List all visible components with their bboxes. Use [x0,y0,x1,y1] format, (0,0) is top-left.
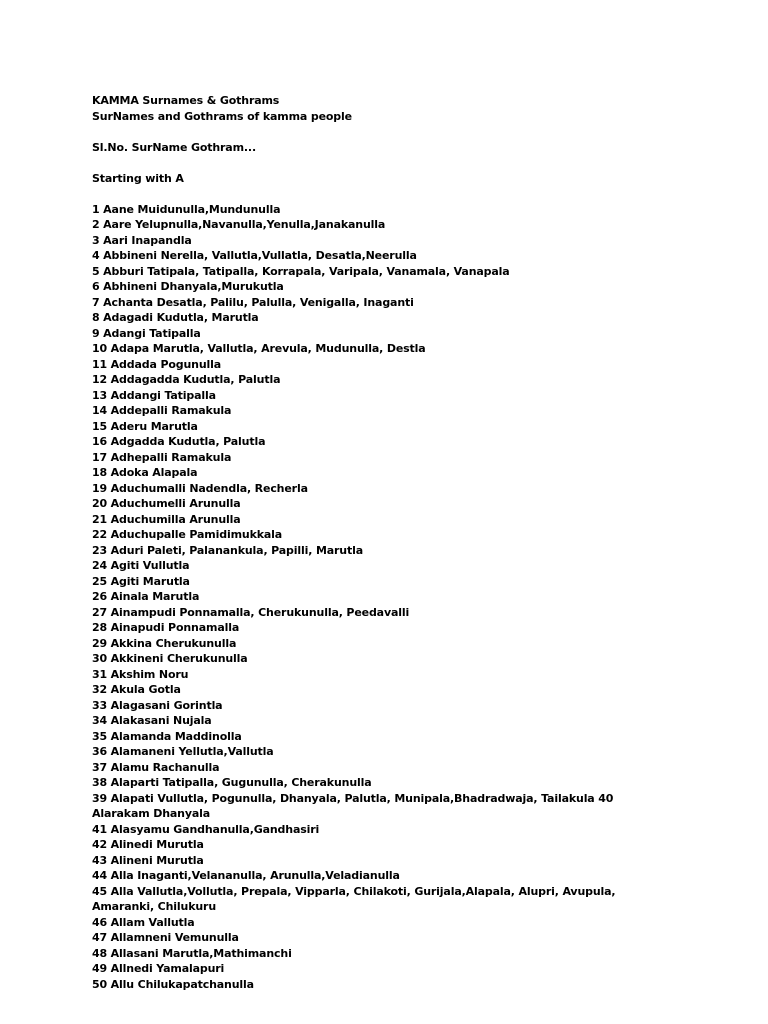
list-item: 50 Allu Chilukapatchanulla [92,977,254,991]
list-item: 31 Akshim Noru [92,667,189,681]
column-headings: Sl.No. SurName Gothram... [92,140,256,154]
list-item: 13 Addangi Tatipalla [92,388,216,402]
list-item: 35 Alamanda Maddinolla [92,729,242,743]
list-item: 5 Abburi Tatipala, Tatipalla, Korrapala, Varipala, Vanamala, Vanapala [92,264,510,278]
list-item: 37 Alamu Rachanulla [92,760,220,774]
list-item: 43 Alineni Murutla [92,853,204,867]
list-item: 20 Aduchumelli Arunulla [92,497,241,510]
section-heading: Starting with A [92,171,184,185]
list-item: 3 Aari Inapandla [92,233,192,247]
list-item: 30 Akkineni Cherukunulla [92,652,248,665]
list-item: 27 Ainampudi Ponnamalla, Cherukunulla, Peedavalli [92,605,410,619]
document-page [92,93,652,992]
list-item: 6 Abhineni Dhanyala,Murukutla [92,280,284,293]
document-subtitle: SurNames and Gothrams of kamma people [92,109,352,123]
list-item: 23 Aduri Paleti, Palanankula, Papilli, Marutla [92,543,363,557]
list-item: 24 Agiti Vullutla [92,559,190,572]
list-item: 21 Aduchumilla Arunulla [92,512,241,526]
list-item: 28 Ainapudi Ponnamalla [92,621,240,634]
list-item: 36 Alamaneni Yellutla,Vallutla [92,745,274,758]
list-item: 48 Allasani Marutla,Mathimanchi [92,946,292,960]
list-item: 34 Alakasani Nujala [92,714,212,727]
list-item: 9 Adangi Tatipalla [92,326,201,340]
list-item: 8 Adagadi Kudutla, Marutla [92,311,259,324]
list-item: 12 Addagadda Kudutla, Palutla [92,373,281,386]
list-item: 33 Alagasani Gorintla [92,698,223,712]
list-item: 15 Aderu Marutla [92,419,198,433]
list-item: 41 Alasyamu Gandhanulla,Gandhasiri [92,822,320,836]
list-item: 14 Addepalli Ramakula [92,404,232,417]
surname-list [92,202,652,993]
spacer [92,124,652,140]
list-item: 10 Adapa Marutla, Vallutla, Arevula, Mudunulla, Destla [92,342,426,355]
list-item: 1 Aane Muidunulla,Mundunulla [92,202,281,216]
list-item: 42 Alinedi Murutla [92,838,204,851]
list-item: 44 Alla Inaganti,Velananulla, Arunulla,Veladianulla [92,869,400,882]
spacer [92,186,652,202]
list-item: 18 Adoka Alapala [92,466,198,479]
list-item: 4 Abbineni Nerella, Vallutla,Vullatla, Desatla,Neerulla [92,249,417,262]
list-item: 19 Aduchumalli Nadendla, Recherla [92,481,308,495]
list-item: 2 Aare Yelupnulla,Navanulla,Yenulla,Janakanulla [92,218,386,231]
list-item: 38 Alaparti Tatipalla, Gugunulla, Cherakunulla [92,776,372,789]
list-item: 46 Allam Vallutla [92,915,195,929]
list-item: 26 Ainala Marutla [92,590,200,603]
list-item: 7 Achanta Desatla, Palilu, Palulla, Venigalla, Inaganti [92,295,414,309]
list-item: 11 Addada Pogunulla [92,357,222,371]
list-item: 25 Agiti Marutla [92,574,190,588]
list-item: 39 Alapati Vullutla, Pogunulla, Dhanyala, Palutla, Munipala,Bhadradwaja, Tailakula 40 Alarakam Dhanyala [92,791,614,820]
list-item: 22 Aduchupalle Pamidimukkala [92,528,283,541]
list-item: 49 Allnedi Yamalapuri [92,962,225,975]
document-title: KAMMA Surnames & Gothrams [92,94,280,107]
list-item: 16 Adgadda Kudutla, Palutla [92,435,266,448]
list-item: 17 Adhepalli Ramakula [92,450,232,464]
list-item: 45 Alla Vallutla,Vollutla, Prepala, Vipparla, Chilakoti, Gurijala,Alapala, Alupri, Avupula, Amaranki, Chilukuru [92,884,616,913]
list-item: 47 Allamneni Vemunulla [92,931,239,944]
list-item: 29 Akkina Cherukunulla [92,636,237,650]
spacer [92,155,652,171]
list-item: 32 Akula Gotla [92,683,181,696]
